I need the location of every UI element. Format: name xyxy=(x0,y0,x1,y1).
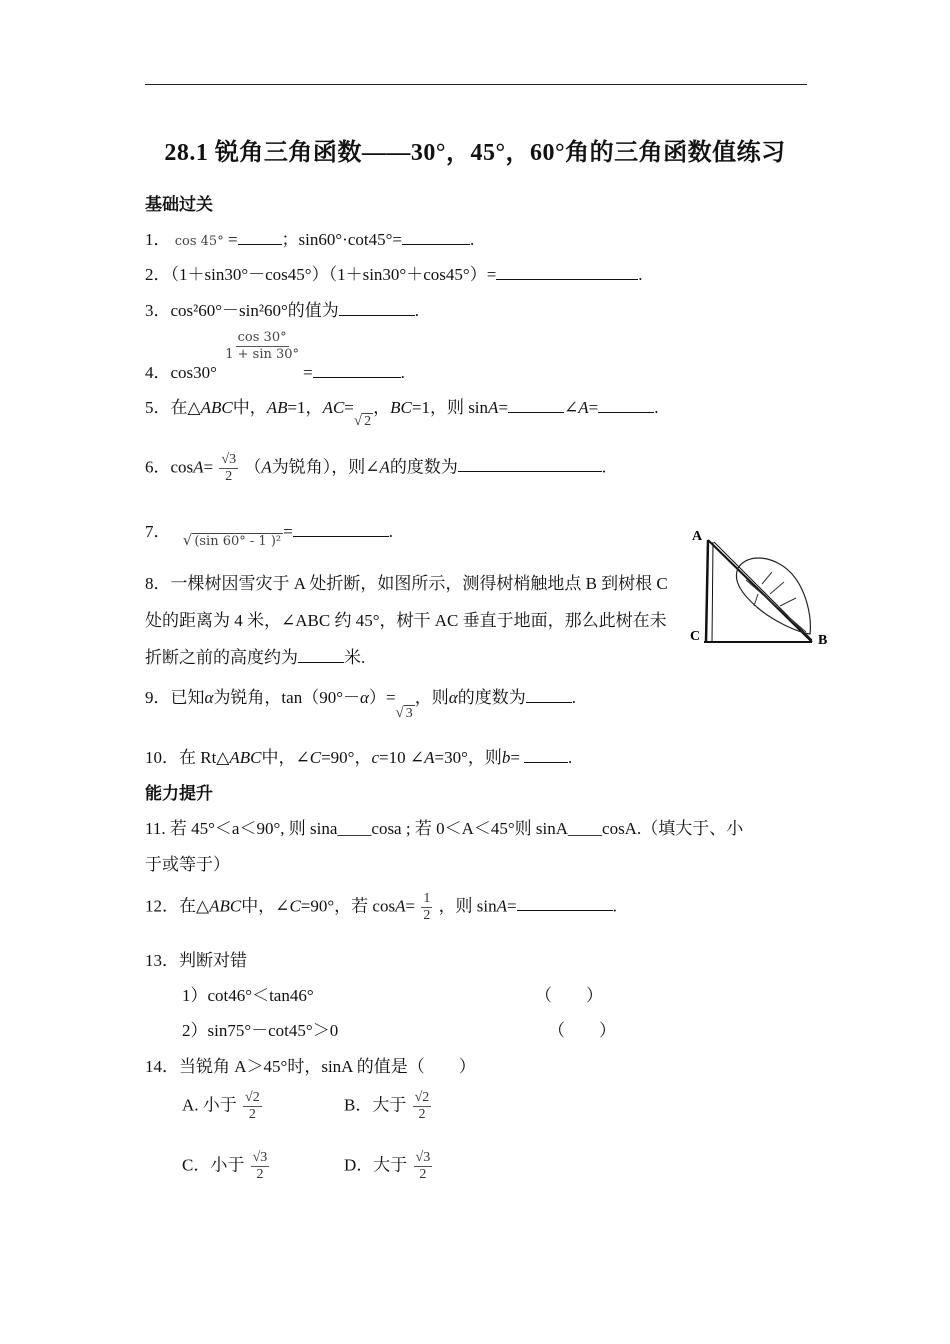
q14-option-c-fraction: $\frac{√3}{2}$ xyxy=(252,1150,268,1182)
q4-blank xyxy=(313,362,401,378)
q14-option-d: D．大于 $\frac{√3}{2}$ xyxy=(344,1150,431,1182)
broken-trunk-edge xyxy=(714,542,812,640)
q8-blank xyxy=(298,647,344,663)
question-5: 5．在△ABC中，AB=1，AC=√ 2，BC=1，则 sinA= ∠A= . xyxy=(145,398,659,429)
question-10: 10．在 Rt△ABC中，∠C=90°，c=10 ∠A=30°，则b= . xyxy=(145,748,573,767)
q1-blank-2 xyxy=(402,229,470,245)
q9-sqrt: √ 3 xyxy=(395,705,413,721)
q13-item-1: 1）cot46°＜tan46° xyxy=(182,986,314,1005)
q12-blank xyxy=(517,895,613,911)
question-2: 2．（1＋sin30°－cos45°）（1＋sin30°＋cos45°）= . xyxy=(145,265,643,284)
q5-sqrt: √ 2 xyxy=(353,413,372,429)
q7-sqrt: √ (sin 60° - 1 )² xyxy=(182,531,282,549)
q5-blank-1 xyxy=(508,397,564,413)
q13-item-2: 2）sin75°－cot45°＞0 xyxy=(182,1021,339,1040)
q5-blank-2 xyxy=(598,397,654,413)
q14-option-b-fraction: $\frac{√2}{2}$ xyxy=(414,1090,430,1122)
label-b: B xyxy=(818,633,828,648)
q6-blank xyxy=(458,456,602,472)
question-9: 9．已知α为锐角，tan（90°－α）=√ 3，则α的度数为 . xyxy=(145,688,576,721)
q4-fraction: $\frac{\cos 30^\circ}{1 + \sin 30^\circ}$ xyxy=(225,330,300,362)
question-11: 11. 若 45°＜a＜90°, 则 sina____cosa ; 若 0＜A＜45°则 sinA____cosA.（填大于、小 xyxy=(145,819,744,838)
page-title: 28.1 锐角三角函数——30°，45°，60°角的三角函数值练习 xyxy=(164,140,786,166)
question-13: 13．判断对错 xyxy=(145,951,247,970)
q13-answer-1: （ ） xyxy=(535,986,603,1005)
tree-trunk xyxy=(706,540,708,642)
label-c: C xyxy=(690,629,701,644)
question-12: 12．在△ABC中，∠C=90°，若 cosA= $\frac{1}{2}$ ，则 sinA= . xyxy=(145,891,617,923)
question-4: 4．cos30° $\frac{\cos 30^\circ}{1 + \sin 30^\circ}$ = . xyxy=(145,330,405,382)
q14-option-a: A. 小于 $\frac{√2}{2}$ xyxy=(182,1090,260,1122)
section-advanced: 能力提升 xyxy=(145,784,213,804)
broken-trunk xyxy=(708,540,812,642)
question-7: 7． √ (sin 60° - 1 )²= . xyxy=(145,522,393,549)
q6-fraction: $\frac{√3}{2}$ xyxy=(221,452,237,484)
q13-answer-2: （ ） xyxy=(548,1021,616,1040)
question-8: 8．一棵树因雪灾于 A 处折断，如图所示，测得树梢触地点 B 到树根 C 处的距离为 4 米，∠ABC 约 45°，树干 AC 垂直于地面，那么此树在未折断之前的高度约为 米. xyxy=(145,574,668,667)
q12-fraction: $\frac{1}{2}$ xyxy=(423,891,431,923)
tree-trunk-inner xyxy=(712,542,713,642)
q3-blank xyxy=(339,300,415,316)
q14-option-d-fraction: $\frac{√3}{2}$ xyxy=(415,1150,431,1182)
header-rule xyxy=(145,84,807,85)
q14-option-b: B．大于 $\frac{√2}{2}$ xyxy=(344,1090,430,1122)
question-11-cont: 于或等于） xyxy=(145,855,230,874)
q1-blank-1 xyxy=(238,229,282,245)
q9-blank xyxy=(526,687,572,703)
q2-blank xyxy=(496,264,638,280)
tree-crown xyxy=(736,558,810,634)
section-basic: 基础过关 xyxy=(145,195,213,215)
q14-option-a-fraction: $\frac{√2}{2}$ xyxy=(245,1090,260,1122)
q7-blank xyxy=(293,521,389,537)
q14-option-c: C．小于 $\frac{√3}{2}$ xyxy=(182,1150,268,1182)
question-1: 1． cos 45° = ；sin60°·cot45°= . xyxy=(145,230,475,249)
label-a: A xyxy=(692,529,703,544)
q1-expression: cos 45° xyxy=(174,234,224,249)
tree-figure xyxy=(688,522,836,650)
question-3: 3．cos²60°－sin²60°的值为 . xyxy=(145,301,420,320)
question-6: 6．cosA= $\frac{√3}{2}$ （A为锐角），则∠A的度数为 . xyxy=(145,452,607,484)
q10-blank xyxy=(524,747,568,763)
question-14: 14．当锐角 A＞45°时，sinA 的值是（ ） xyxy=(145,1057,476,1076)
